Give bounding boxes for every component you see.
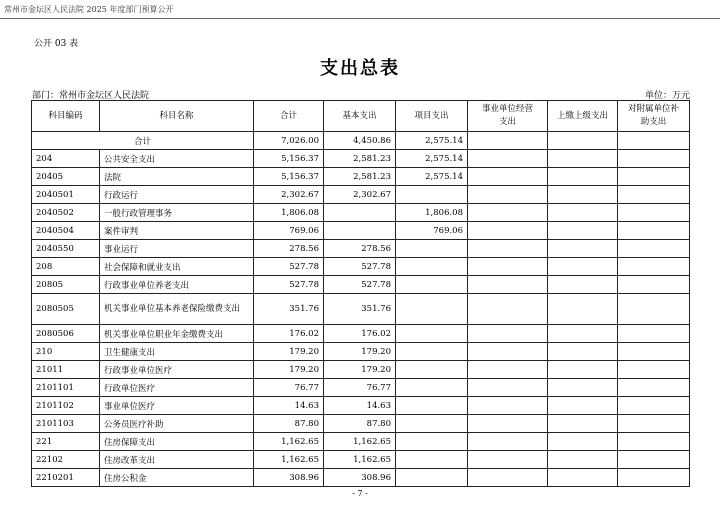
cell-business	[468, 415, 548, 433]
cell-total: 76.77	[254, 379, 324, 397]
cell-total: 527.78	[254, 276, 324, 294]
cell-remit	[548, 240, 618, 258]
cell-subsidy	[618, 415, 690, 433]
cell-total: 278.56	[254, 240, 324, 258]
cell-business	[468, 258, 548, 276]
col-header-remit: 上缴上级支出	[548, 101, 618, 132]
cell-subsidy	[618, 204, 690, 222]
cell-subsidy	[618, 150, 690, 168]
cell-business	[468, 294, 548, 325]
cell-remit	[548, 379, 618, 397]
cell-business	[468, 397, 548, 415]
cell-project	[396, 379, 468, 397]
department-label: 部门：常州市金坛区人民法院	[32, 91, 150, 101]
cell-business	[468, 150, 548, 168]
cell-business	[468, 469, 548, 487]
cell-business	[468, 325, 548, 343]
cell-business	[468, 379, 548, 397]
cell-code: 2210201	[32, 469, 100, 487]
cell-code: 2080505	[32, 294, 100, 325]
cell-subsidy	[618, 168, 690, 186]
cell-project	[396, 433, 468, 451]
table-number: 公开 03 表	[34, 39, 79, 49]
cell-basic: 1,162.65	[324, 433, 396, 451]
cell-remit	[548, 469, 618, 487]
cell-business	[468, 276, 548, 294]
unit-label: 单位：万元	[644, 91, 690, 101]
cell-subsidy	[618, 343, 690, 361]
cell-basic: 87.80	[324, 415, 396, 433]
cell-code: 2040501	[32, 186, 100, 204]
cell-name: 公务员医疗补助	[100, 415, 254, 433]
table-row	[32, 343, 690, 361]
cell-subsidy	[618, 240, 690, 258]
cell-business	[468, 451, 548, 469]
page-title: 支出总表	[320, 58, 400, 79]
cell-project	[396, 343, 468, 361]
table-row	[32, 294, 690, 325]
cell-project: 1,806.08	[396, 204, 468, 222]
cell-name: 行政单位医疗	[100, 379, 254, 397]
cell-remit	[548, 222, 618, 240]
cell-subsidy	[618, 433, 690, 451]
cell-total: 5,156.37	[254, 150, 324, 168]
expenditure-table	[31, 100, 690, 487]
col-header-project: 项目支出	[396, 101, 468, 132]
table-row	[32, 433, 690, 451]
cell-subsidy	[618, 361, 690, 379]
cell-code: 2101103	[32, 415, 100, 433]
cell-remit	[548, 186, 618, 204]
cell-business	[468, 168, 548, 186]
cell-business	[468, 240, 548, 258]
cell-project	[396, 294, 468, 325]
cell-basic: 278.56	[324, 240, 396, 258]
cell-remit	[548, 150, 618, 168]
table-row	[32, 186, 690, 204]
cell-project	[396, 186, 468, 204]
table-row	[32, 240, 690, 258]
col-header-code: 科目编码	[32, 101, 100, 132]
cell-project	[396, 451, 468, 469]
cell-basic: 76.77	[324, 379, 396, 397]
cell-basic	[324, 222, 396, 240]
cell-remit	[548, 258, 618, 276]
cell-total: 14.63	[254, 397, 324, 415]
col-header-total: 合计	[254, 101, 324, 132]
cell-subsidy	[618, 258, 690, 276]
table-row	[32, 258, 690, 276]
table-row	[32, 397, 690, 415]
cell-basic: 14.63	[324, 397, 396, 415]
cell-name: 住房公积金	[100, 469, 254, 487]
cell-business	[468, 343, 548, 361]
cell-subsidy	[618, 276, 690, 294]
cell-name: 行政事业单位养老支出	[100, 276, 254, 294]
cell-code: 22102	[32, 451, 100, 469]
table-row	[32, 168, 690, 186]
cell-name: 社会保障和就业支出	[100, 258, 254, 276]
cell-project: 769.06	[396, 222, 468, 240]
cell-code: 2040502	[32, 204, 100, 222]
cell-subsidy	[618, 469, 690, 487]
total-project: 2,575.14	[396, 132, 468, 150]
cell-total: 87.80	[254, 415, 324, 433]
cell-remit	[548, 433, 618, 451]
cell-remit	[548, 397, 618, 415]
cell-name: 机关事业单位职业年金缴费支出	[100, 325, 254, 343]
cell-code: 20405	[32, 168, 100, 186]
cell-basic	[324, 204, 396, 222]
cell-name: 机关事业单位基本养老保险缴费支出	[100, 294, 254, 325]
cell-remit	[548, 451, 618, 469]
cell-project: 2,575.14	[396, 150, 468, 168]
table-row	[32, 451, 690, 469]
col-header-basic: 基本支出	[324, 101, 396, 132]
cell-basic: 176.02	[324, 325, 396, 343]
cell-project	[396, 325, 468, 343]
cell-total: 308.96	[254, 469, 324, 487]
cell-project	[396, 240, 468, 258]
document-header: 常州市金坛区人民法院 2025 年度部门预算公开	[4, 5, 174, 14]
cell-code: 21011	[32, 361, 100, 379]
col-header-business: 事业单位经营支出	[468, 101, 548, 132]
cell-project	[396, 276, 468, 294]
cell-name: 事业单位医疗	[100, 397, 254, 415]
cell-code: 210	[32, 343, 100, 361]
cell-basic: 2,302.67	[324, 186, 396, 204]
cell-basic: 179.20	[324, 361, 396, 379]
cell-remit	[548, 294, 618, 325]
cell-basic: 527.78	[324, 276, 396, 294]
total-total: 7,026.00	[254, 132, 324, 150]
cell-business	[468, 361, 548, 379]
table-row	[32, 204, 690, 222]
cell-basic: 308.96	[324, 469, 396, 487]
cell-project	[396, 415, 468, 433]
cell-subsidy	[618, 222, 690, 240]
cell-name: 法院	[100, 168, 254, 186]
cell-name: 一般行政管理事务	[100, 204, 254, 222]
total-basic: 4,450.86	[324, 132, 396, 150]
cell-business	[468, 222, 548, 240]
cell-code: 20805	[32, 276, 100, 294]
cell-total: 179.20	[254, 343, 324, 361]
total-subsidy	[618, 132, 690, 150]
cell-name: 案件审判	[100, 222, 254, 240]
col-header-subsidy: 对附属单位补助支出	[618, 101, 690, 132]
cell-project	[396, 258, 468, 276]
cell-total: 176.02	[254, 325, 324, 343]
cell-basic: 351.76	[324, 294, 396, 325]
cell-code: 2101102	[32, 397, 100, 415]
cell-remit	[548, 204, 618, 222]
cell-code: 2101101	[32, 379, 100, 397]
cell-name: 行政事业单位医疗	[100, 361, 254, 379]
cell-basic: 527.78	[324, 258, 396, 276]
cell-total: 1,162.65	[254, 433, 324, 451]
cell-basic: 179.20	[324, 343, 396, 361]
cell-name: 住房改革支出	[100, 451, 254, 469]
table-row	[32, 415, 690, 433]
cell-project	[396, 397, 468, 415]
cell-basic: 2,581.23	[324, 168, 396, 186]
cell-subsidy	[618, 325, 690, 343]
cell-name: 住房保障支出	[100, 433, 254, 451]
table-header-row	[32, 101, 690, 132]
cell-remit	[548, 276, 618, 294]
cell-name: 公共安全支出	[100, 150, 254, 168]
cell-business	[468, 433, 548, 451]
cell-total: 527.78	[254, 258, 324, 276]
cell-total: 179.20	[254, 361, 324, 379]
cell-project: 2,575.14	[396, 168, 468, 186]
table-row	[32, 361, 690, 379]
cell-total: 5,156.37	[254, 168, 324, 186]
cell-project	[396, 469, 468, 487]
cell-name: 事业运行	[100, 240, 254, 258]
cell-code: 2040550	[32, 240, 100, 258]
cell-project	[396, 361, 468, 379]
total-label: 合计	[32, 132, 254, 150]
cell-total: 2,302.67	[254, 186, 324, 204]
cell-code: 221	[32, 433, 100, 451]
cell-name: 卫生健康支出	[100, 343, 254, 361]
col-header-name: 科目名称	[100, 101, 254, 132]
cell-remit	[548, 325, 618, 343]
cell-remit	[548, 361, 618, 379]
total-business	[468, 132, 548, 150]
cell-code: 2040504	[32, 222, 100, 240]
cell-business	[468, 186, 548, 204]
cell-code: 204	[32, 150, 100, 168]
cell-remit	[548, 168, 618, 186]
cell-subsidy	[618, 379, 690, 397]
table-row	[32, 379, 690, 397]
cell-name: 行政运行	[100, 186, 254, 204]
cell-subsidy	[618, 451, 690, 469]
page-number: - 7 -	[352, 489, 368, 498]
cell-remit	[548, 343, 618, 361]
total-row	[32, 132, 690, 150]
cell-total: 1,162.65	[254, 451, 324, 469]
cell-total: 769.06	[254, 222, 324, 240]
table-row	[32, 325, 690, 343]
cell-total: 1,806.08	[254, 204, 324, 222]
cell-subsidy	[618, 186, 690, 204]
total-remit	[548, 132, 618, 150]
header-divider	[0, 18, 720, 19]
table-row	[32, 276, 690, 294]
table-row	[32, 150, 690, 168]
cell-subsidy	[618, 397, 690, 415]
cell-subsidy	[618, 294, 690, 325]
cell-basic: 2,581.23	[324, 150, 396, 168]
cell-total: 351.76	[254, 294, 324, 325]
table-row	[32, 222, 690, 240]
table-row	[32, 469, 690, 487]
cell-basic: 1,162.65	[324, 451, 396, 469]
cell-code: 2080506	[32, 325, 100, 343]
cell-business	[468, 204, 548, 222]
cell-remit	[548, 415, 618, 433]
cell-code: 208	[32, 258, 100, 276]
